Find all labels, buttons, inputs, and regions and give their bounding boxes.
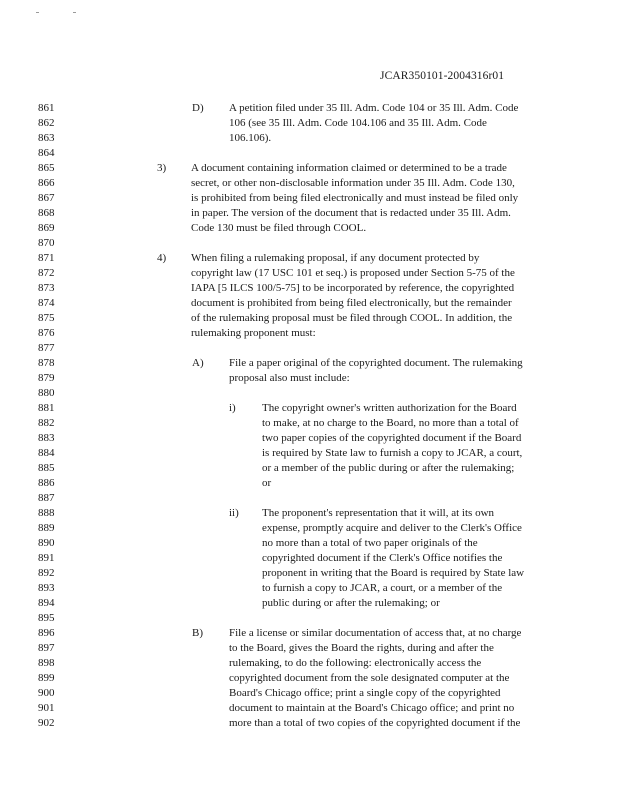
- line-number: 887: [38, 492, 55, 504]
- text-line: proponent in writing that the Board is required by State law: [262, 567, 525, 579]
- line-number: 872: [38, 267, 55, 279]
- line-number: 877: [38, 342, 55, 354]
- line-number: 897: [38, 642, 55, 654]
- text-line: When filing a rulemaking proposal, if any document protected by: [191, 252, 480, 264]
- text-line: The copyright owner's written authorization for the Board: [262, 402, 517, 414]
- line-number: 886: [38, 477, 55, 489]
- text-line: to make, at no charge to the Board, no more than a total of: [262, 417, 519, 429]
- text-line: 106.106).: [229, 132, 272, 144]
- text-line: proposal also must include:: [229, 372, 350, 384]
- text-line: is required by State law to furnish a copy to JCAR, a court,: [262, 447, 523, 459]
- line-number: 891: [38, 552, 55, 564]
- text-line: expense, promptly acquire and deliver to the Clerk's Office: [262, 522, 522, 534]
- line-number: 870: [38, 237, 55, 249]
- text-line: public during or after the rulemaking; or: [262, 597, 440, 609]
- text-line: Board's Chicago office; print a single copy of the copyrighted: [229, 687, 501, 699]
- line-number: 863: [38, 132, 55, 144]
- line-number: 868: [38, 207, 55, 219]
- line-number: 867: [38, 192, 55, 204]
- item-label-p4: 4): [157, 252, 167, 264]
- text-line: copyrighted document if the Clerk's Office notifies the: [262, 552, 503, 564]
- text-line: of the rulemaking proposal must be filed through COOL. In addition, the: [191, 312, 513, 324]
- document-id: JCAR350101-2004316r01: [380, 70, 505, 82]
- line-number: 899: [38, 672, 55, 684]
- line-number: 883: [38, 432, 55, 444]
- text-line: or: [262, 477, 272, 489]
- item-label-A: A): [192, 357, 204, 369]
- line-number: 864: [38, 147, 55, 159]
- text-line: two paper copies of the copyrighted document if the Board: [262, 432, 522, 444]
- text-line: document to maintain at the Board's Chicago office; and print no: [229, 702, 515, 714]
- scan-mark: [73, 12, 76, 13]
- text-line: 106 (see 35 Ill. Adm. Code 104.106 and 35 Ill. Adm. Code: [229, 117, 487, 129]
- text-line: is prohibited from being filed electronically and must instead be filed only: [191, 192, 519, 204]
- line-number: 894: [38, 597, 55, 609]
- item-label-D: D): [192, 102, 204, 114]
- line-number: 862: [38, 117, 55, 129]
- line-number: 871: [38, 252, 55, 264]
- line-number: 900: [38, 687, 55, 699]
- line-number: 895: [38, 612, 55, 624]
- text-line: rulemaking proponent must:: [191, 327, 316, 339]
- text-line: copyrighted document from the sole designated computer at the: [229, 672, 510, 684]
- line-number: 880: [38, 387, 55, 399]
- line-number: 902: [38, 717, 55, 729]
- text-line: copyright law (17 USC 101 et seq.) is proposed under Section 5-75 of the: [191, 267, 515, 279]
- line-number: 865: [38, 162, 55, 174]
- line-number: 892: [38, 567, 55, 579]
- line-number: 875: [38, 312, 55, 324]
- text-line: A document containing information claimed or determined to be a trade: [191, 162, 507, 174]
- line-number: 884: [38, 447, 55, 459]
- scan-mark: [36, 12, 39, 13]
- line-number: 885: [38, 462, 55, 474]
- item-label-ii: ii): [229, 507, 239, 519]
- text-line: to the Board, gives the Board the rights, during and after the: [229, 642, 494, 654]
- line-number: 878: [38, 357, 55, 369]
- text-line: no more than a total of two paper originals of the: [262, 537, 478, 549]
- line-number: 893: [38, 582, 55, 594]
- line-number: 876: [38, 327, 55, 339]
- text-line: to furnish a copy to JCAR, a court, or a member of the: [262, 582, 503, 594]
- item-label-i: i): [229, 402, 236, 414]
- line-number: 890: [38, 537, 55, 549]
- line-number: 889: [38, 522, 55, 534]
- line-number: 879: [38, 372, 55, 384]
- line-number: 898: [38, 657, 55, 669]
- text-line: File a paper original of the copyrighted document. The rulemaking: [229, 357, 523, 369]
- line-number: 874: [38, 297, 55, 309]
- text-line: rulemaking, to do the following: electronically access the: [229, 657, 482, 669]
- line-number: 861: [38, 102, 55, 114]
- item-label-p3: 3): [157, 162, 167, 174]
- line-number: 866: [38, 177, 55, 189]
- text-line: more than a total of two copies of the copyrighted document if the: [229, 717, 521, 729]
- text-line: document is prohibited from being filed electronically, but the remainder: [191, 297, 512, 309]
- line-number: 873: [38, 282, 55, 294]
- text-line: or a member of the public during or after the rulemaking;: [262, 462, 515, 474]
- item-label-B: B): [192, 627, 203, 639]
- line-number: 881: [38, 402, 55, 414]
- line-number: 888: [38, 507, 55, 519]
- line-number: 901: [38, 702, 55, 714]
- text-line: A petition filed under 35 Ill. Adm. Code 104 or 35 Ill. Adm. Code: [229, 102, 519, 114]
- line-number: 869: [38, 222, 55, 234]
- text-line: The proponent's representation that it will, at its own: [262, 507, 495, 519]
- line-number: 882: [38, 417, 55, 429]
- text-line: File a license or similar documentation of access that, at no charge: [229, 627, 522, 639]
- text-line: Code 130 must be filed through COOL.: [191, 222, 367, 234]
- text-line: secret, or other non-disclosable information under 35 Ill. Adm. Code 130,: [191, 177, 515, 189]
- line-number: 896: [38, 627, 55, 639]
- text-line: in paper. The version of the document that is redacted under 35 Ill. Adm.: [191, 207, 511, 219]
- text-line: IAPA [5 ILCS 100/5-75] to be incorporated by reference, the copyrighted: [191, 282, 515, 294]
